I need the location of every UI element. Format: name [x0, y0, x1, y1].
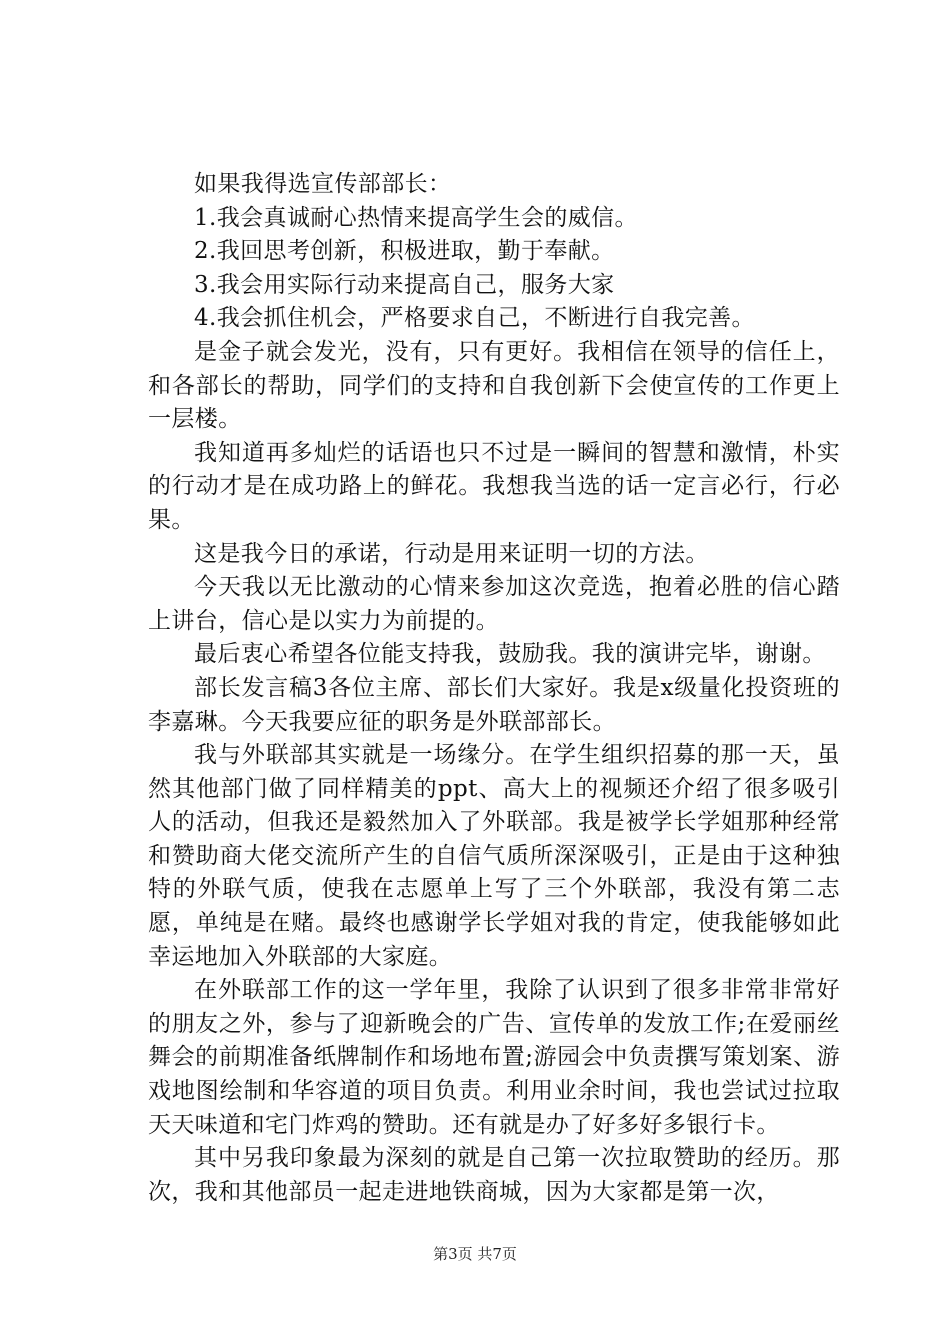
- paragraph: 是金子就会发光，没有，只有更好。我相信在领导的信任上，和各部长的帮助，同学们的支持和自我创新下会使宣传的工作更上一层楼。: [148, 338, 840, 433]
- paragraph: 在外联部工作的这一学年里，我除了认识到了很多非常非常好的朋友之外，参与了迎新晚会的广告、宣传单的发放工作;在爱丽丝舞会的前期准备纸牌制作和场地布置;游园会中负责撰写策划案、游戏地图绘制和华容道的项目负责。利用业余时间，我也尝试过拉取天天味道和宅门炸鸡的赞助。还有就是办了好多好多银行卡。: [148, 977, 840, 1138]
- list-item-4: 4.我会抓住机会，严格要求自己，不断进行自我完善。: [194, 305, 755, 332]
- list-item-3: 3.我会用实际行动来提高自己，服务大家: [194, 271, 615, 298]
- page-number: 第3页 共7页: [433, 1245, 517, 1263]
- paragraph: 我知道再多灿烂的话语也只不过是一瞬间的智慧和激情，朴实的行动才是在成功路上的鲜花。我想我当选的话一定言必行，行必果。: [148, 439, 840, 533]
- paragraph-heading: 如果我得选宣传部部长：: [194, 171, 452, 197]
- paragraph: 今天我以无比激动的心情来参加这次竞选，抱着必胜的信心踏上讲台，信心是以实力为前提的。: [148, 574, 840, 634]
- list-item-1: 1.我会真诚耐心热情来提高学生会的威信。: [194, 204, 638, 231]
- paragraph: 部长发言稿3各位主席、部长们大家好。我是x级量化投资班的李嘉琳。今天我要应征的职务是外联部部长。: [148, 674, 840, 735]
- list-item-2: 2.我回思考创新，积极进取，勤于奉献。: [194, 238, 615, 265]
- paragraph: 我与外联部其实就是一场缘分。在学生组织招募的那一天，虽然其他部门做了同样精美的ppt、高大上的视频还介绍了很多吸引人的活动，但我还是毅然加入了外联部。我是被学长学姐那种经常和赞助商大佬交流所产生的自信气质所深深吸引，正是由于这种独特的外联气质，使我在志愿单上写了三个外联部，我没有第二志愿，单纯是在赌。最终也感谢学长学姐对我的肯定，使我能够如此幸运地加入外联部的大家庭。: [148, 742, 840, 970]
- paragraph: 最后衷心希望各位能支持我，鼓励我。我的演讲完毕，谢谢。: [194, 641, 826, 668]
- paragraph: 其中另我印象最为深刻的就是自己第一次拉取赞助的经历。那次，我和其他部员一起走进地铁商城，因为大家都是第一次，: [148, 1145, 840, 1205]
- document-body: [148, 168, 840, 1209]
- paragraph: 这是我今日的承诺，行动是用来证明一切的方法。: [194, 540, 709, 567]
